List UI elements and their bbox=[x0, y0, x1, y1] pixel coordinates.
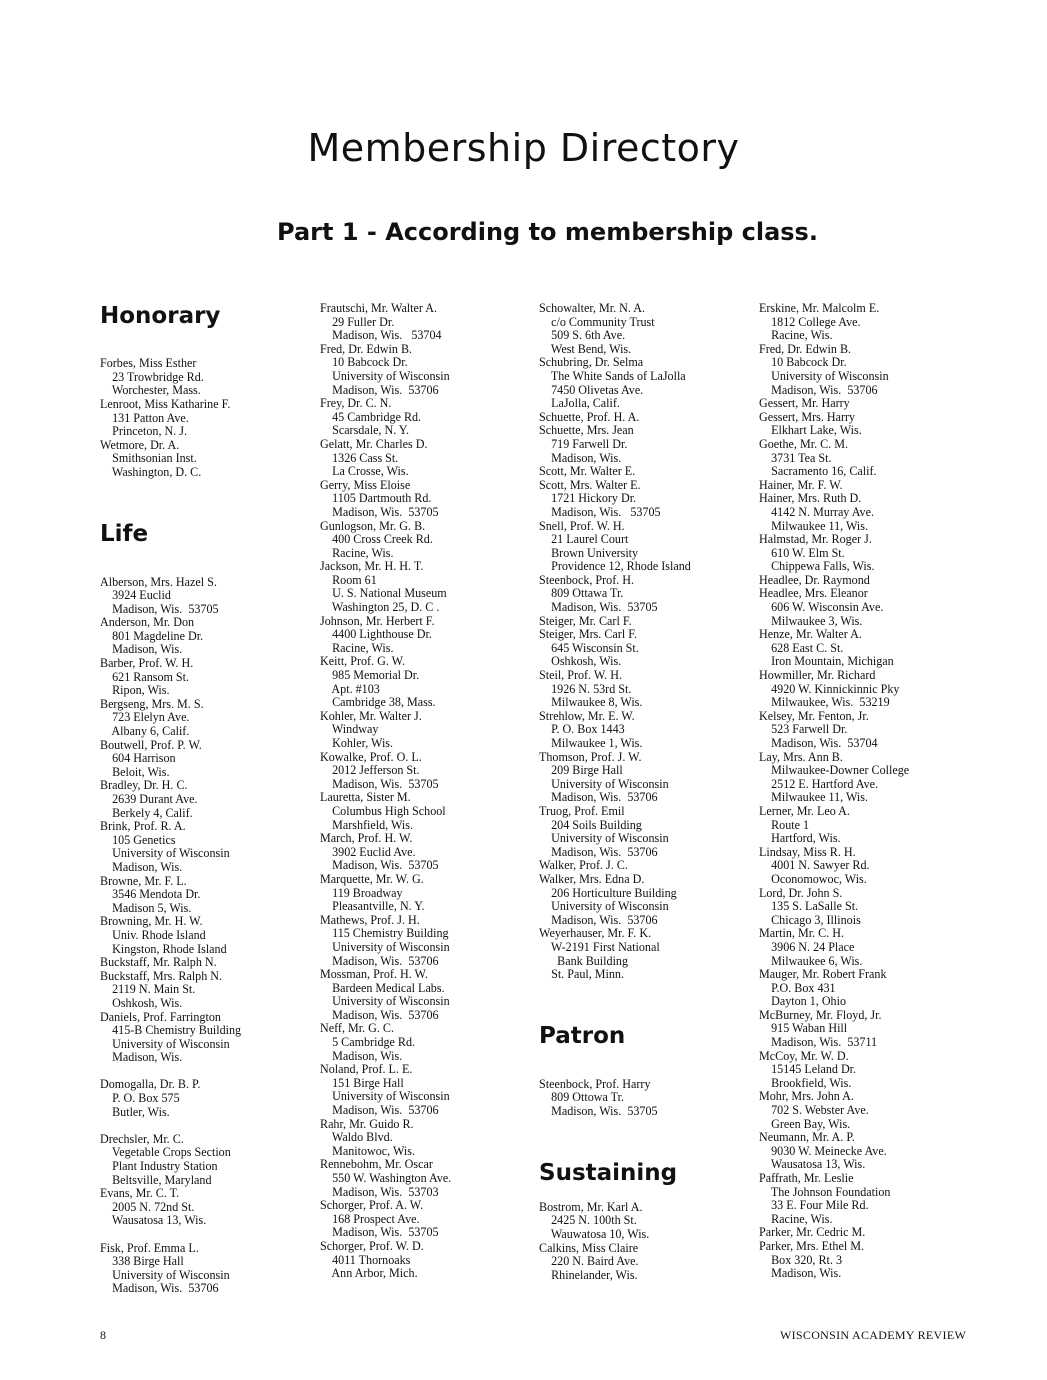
directory-line: Racine, Wis. bbox=[759, 328, 833, 343]
directory-line: Madison, Wis. bbox=[100, 642, 183, 657]
directory-line: 2005 N. 72nd St. bbox=[100, 1199, 195, 1214]
directory-line: Schorger, Prof. A. W. bbox=[320, 1198, 424, 1213]
directory-line: 2119 N. Main St. bbox=[100, 982, 196, 997]
directory-line: Green Bay, Wis. bbox=[759, 1116, 851, 1131]
directory-line: St. Paul, Minn. bbox=[539, 967, 625, 982]
directory-line: 550 W. Washington Ave. bbox=[320, 1171, 452, 1185]
directory-line: Lauretta, Sister M. bbox=[320, 790, 411, 805]
directory-line: Bank Building bbox=[539, 953, 629, 968]
directory-line: Madison, Wis. bbox=[759, 1266, 842, 1281]
directory-line: Paffrath, Mr. Leslie bbox=[759, 1171, 854, 1185]
directory-line: 2012 Jefferson St. bbox=[320, 763, 420, 778]
directory-line: Wauwatosa 10, Wis. bbox=[539, 1227, 650, 1242]
directory-line: Elkhart Lake, Wis. bbox=[759, 423, 862, 438]
directory-line: Providence 12, Rhode Island bbox=[539, 559, 691, 574]
directory-line: Rhinelander, Wis. bbox=[539, 1267, 638, 1282]
directory-line: Lord, Dr. John S. bbox=[759, 885, 843, 900]
directory-line: Madison, Wis. 53704 bbox=[320, 328, 442, 343]
directory-line: 10 Babcock Dr. bbox=[320, 355, 408, 370]
directory-line: University of Wisconsin bbox=[539, 899, 669, 914]
directory-line: Madison, Wis. 53705 bbox=[100, 601, 219, 616]
directory-line: 3906 N. 24 Place bbox=[759, 939, 855, 954]
directory-line: Madison, Wis. 53704 bbox=[759, 736, 878, 750]
directory-line: University of Wisconsin bbox=[100, 1267, 230, 1282]
directory-line: Rahr, Mr. Guido R. bbox=[320, 1116, 414, 1131]
directory-line: Boutwell, Prof. P. W. bbox=[100, 737, 202, 752]
directory-line: 209 Birge Hall bbox=[539, 763, 623, 778]
directory-line: Erskine, Mr. Malcolm E. bbox=[759, 301, 880, 315]
directory-line: Milwaukee 1, Wis. bbox=[539, 736, 643, 750]
directory-line: Brown University bbox=[539, 545, 639, 560]
directory-line: Steiger, Mr. Carl F. bbox=[539, 613, 632, 628]
directory-line: Mossman, Prof. H. W. bbox=[320, 967, 428, 982]
directory-line: Scott, Mrs. Walter E. bbox=[539, 477, 641, 492]
directory-line: 23 Trowbridge Rd. bbox=[100, 369, 204, 384]
directory-line: Madison, Wis. 53705 bbox=[320, 858, 439, 873]
directory-line: 45 Cambridge Rd. bbox=[320, 409, 422, 424]
directory-line: Scott, Mr. Walter E. bbox=[539, 464, 636, 479]
directory-line: University of Wisconsin bbox=[759, 368, 889, 383]
directory-line: Pleasantville, N. Y. bbox=[320, 899, 425, 914]
directory-line: 621 Ransom St. bbox=[100, 669, 190, 684]
directory-line: Albany 6, Calif. bbox=[100, 724, 190, 739]
directory-line: 10 Babcock Dr. bbox=[759, 355, 847, 370]
directory-line: Fred, Dr. Edwin B. bbox=[759, 341, 852, 356]
directory-line: Alberson, Mrs. Hazel S. bbox=[100, 574, 217, 589]
directory-line: Neff, Mr. G. C. bbox=[320, 1021, 395, 1036]
directory-line: Browning, Mr. H. W. bbox=[100, 914, 203, 929]
directory-line: Mauger, Mr. Robert Frank bbox=[759, 967, 887, 982]
directory-line: Milwaukee 3, Wis. bbox=[759, 613, 863, 628]
directory-line: Henze, Mr. Walter A. bbox=[759, 627, 862, 642]
directory-line: Madison, Wis. bbox=[100, 1050, 183, 1065]
directory-line: Noland, Prof. L. E. bbox=[320, 1062, 413, 1077]
directory-line: Headlee, Dr. Raymond bbox=[759, 572, 870, 587]
directory-line: 21 Laurel Court bbox=[539, 532, 629, 547]
directory-line: 2639 Durant Ave. bbox=[100, 792, 198, 807]
directory-line: Madison, Wis. 53705 bbox=[320, 776, 439, 791]
directory-line: Brink, Prof. R. A. bbox=[100, 819, 186, 834]
directory-line: Bradley, Dr. H. C. bbox=[100, 778, 188, 793]
directory-line: Waldo Blvd. bbox=[320, 1130, 393, 1145]
directory-line: Madison, Wis. 53706 bbox=[539, 912, 658, 927]
directory-line: Martin, Mr. C. H. bbox=[759, 926, 844, 941]
directory-line: Truog, Prof. Emil bbox=[539, 803, 625, 818]
directory-line: Madison, Wis. 53705 bbox=[539, 1103, 658, 1118]
directory-line: Racine, Wis. bbox=[320, 545, 394, 560]
directory-line: 2512 E. Hartford Ave. bbox=[759, 776, 879, 791]
directory-line: Parker, Mr. Cedric M. bbox=[759, 1225, 866, 1240]
directory-column-4 bbox=[759, 302, 979, 1281]
directory-line: 604 Harrison bbox=[100, 751, 176, 766]
directory-line: University of Wisconsin bbox=[539, 831, 669, 846]
directory-line: Fisk, Prof. Emma L. bbox=[100, 1240, 199, 1255]
directory-line: Gessert, Mr. Harry bbox=[759, 396, 850, 411]
directory-line: 719 Farwell Dr. bbox=[539, 436, 628, 451]
spacer bbox=[100, 330, 320, 357]
directory-line: Lindsay, Miss R. H. bbox=[759, 844, 856, 859]
section-heading: Patron bbox=[539, 1023, 626, 1050]
directory-line: Johnson, Mr. Herbert F. bbox=[320, 613, 435, 628]
directory-line: Kohler, Mr. Walter J. bbox=[320, 708, 422, 723]
directory-line: Forbes, Miss Esther bbox=[100, 356, 197, 371]
directory-line: Box 320, Rt. 3 bbox=[759, 1252, 842, 1267]
directory-line: Princeton, N. J. bbox=[100, 424, 188, 439]
directory-line: The White Sands of LaJolla bbox=[539, 368, 686, 383]
directory-line: Jackson, Mr. H. H. T. bbox=[320, 559, 424, 574]
directory-line: Milwaukee-Downer College bbox=[759, 763, 910, 778]
directory-line: 7450 Olivetas Ave. bbox=[539, 382, 644, 397]
directory-line: Hartford, Wis. bbox=[759, 831, 841, 846]
directory-line: Calkins, Miss Claire bbox=[539, 1240, 639, 1255]
directory-line: West Bend, Wis. bbox=[539, 341, 632, 356]
directory-line: Columbus High School bbox=[320, 803, 446, 818]
directory-line: Racine, Wis. bbox=[759, 1211, 833, 1226]
directory-line: 206 Horticulture Building bbox=[539, 885, 677, 900]
directory-line: Madison, Wis. 53703 bbox=[320, 1184, 439, 1199]
directory-line: Milwaukee 11, Wis. bbox=[759, 518, 869, 533]
directory-line: Wetmore, Dr. A. bbox=[100, 437, 180, 452]
directory-line: 338 Birge Hall bbox=[100, 1254, 184, 1269]
directory-line: Manitowoc, Wis. bbox=[320, 1143, 416, 1158]
directory-line: Mohr, Mrs. John A. bbox=[759, 1089, 854, 1104]
directory-line: Madison, Wis. 53705 bbox=[320, 1225, 439, 1240]
directory-line: Gessert, Mrs. Harry bbox=[759, 409, 856, 424]
directory-line: March, Prof. H. W. bbox=[320, 831, 413, 846]
directory-line: Madison, Wis. 53706 bbox=[320, 1007, 439, 1022]
directory-line: Schorger, Prof. W. D. bbox=[320, 1238, 424, 1253]
directory-line: Weyerhauser, Mr. F. K. bbox=[539, 926, 652, 941]
directory-line: Brookfield, Wis. bbox=[759, 1075, 852, 1090]
directory-line: Ripon, Wis. bbox=[100, 683, 170, 698]
directory-line: 4920 W. Kinnickinnic Pky bbox=[759, 681, 900, 696]
directory-line: Howmiller, Mr. Richard bbox=[759, 668, 876, 683]
directory-line: 915 Waban Hill bbox=[759, 1021, 848, 1036]
directory-line: 509 S. 6th Ave. bbox=[539, 328, 626, 343]
directory-line: Kowalke, Prof. O. L. bbox=[320, 749, 422, 764]
page-number: 8 bbox=[100, 1328, 106, 1342]
directory-line: Lerner, Mr. Leo A. bbox=[759, 803, 850, 818]
directory-line: Marquette, Mr. W. G. bbox=[320, 871, 424, 886]
directory-line: 4400 Lighthouse Dr. bbox=[320, 627, 432, 642]
directory-line: Madison, Wis. 53706 bbox=[759, 382, 878, 397]
directory-line: 645 Wisconsin St. bbox=[539, 640, 639, 655]
directory-line: W-2191 First National bbox=[539, 939, 660, 954]
directory-line: Gerry, Miss Eloise bbox=[320, 477, 411, 492]
directory-line: 1926 N. 53rd St. bbox=[539, 681, 632, 696]
directory-line: University of Wisconsin bbox=[320, 1089, 450, 1104]
directory-line: Madison, Wis. bbox=[539, 450, 622, 465]
directory-line: McBurney, Mr. Floyd, Jr. bbox=[759, 1007, 882, 1022]
spacer bbox=[100, 480, 320, 521]
directory-line: 3546 Mendota Dr. bbox=[100, 887, 201, 902]
directory-line: University of Wisconsin bbox=[100, 1036, 230, 1051]
directory-line: Hainer, Mr. F. W. bbox=[759, 477, 843, 492]
directory-line: 115 Chemistry Building bbox=[320, 926, 449, 941]
directory-line: Berkely 4, Calif. bbox=[100, 805, 193, 820]
directory-line: Steenbock, Prof. H. bbox=[539, 572, 635, 587]
directory-line: Kohler, Wis. bbox=[320, 736, 394, 750]
spacer bbox=[100, 1119, 320, 1133]
directory-line: Washington, D. C. bbox=[100, 464, 202, 479]
directory-line: Dayton 1, Ohio bbox=[759, 994, 847, 1009]
directory-line: Daniels, Prof. Farrington bbox=[100, 1009, 221, 1024]
directory-line: Thomson, Prof. J. W. bbox=[539, 749, 642, 764]
directory-line: 9030 W. Meinecke Ave. bbox=[759, 1143, 887, 1158]
directory-line: 610 W. Elm St. bbox=[759, 545, 845, 560]
directory-line: Vegetable Crops Section bbox=[100, 1145, 231, 1160]
directory-line: 628 East C. St. bbox=[759, 640, 844, 655]
directory-line: 5 Cambridge Rd. bbox=[320, 1035, 416, 1050]
spacer bbox=[539, 1187, 759, 1201]
section-heading: Honorary bbox=[100, 303, 221, 329]
directory-line: Steenbock, Prof. Harry bbox=[539, 1076, 651, 1091]
directory-line: 809 Ottawa Tr. bbox=[539, 586, 624, 601]
page-subtitle: Part 1 - According to membership class. bbox=[277, 218, 818, 246]
directory-line: Racine, Wis. bbox=[320, 640, 394, 655]
page-title: Membership Directory bbox=[307, 126, 740, 170]
directory-line: Madison, Wis. 53705 bbox=[539, 600, 658, 615]
directory-line: Plant Industry Station bbox=[100, 1159, 218, 1174]
directory-line: University of Wisconsin bbox=[320, 368, 450, 383]
directory-line: Beloit, Wis. bbox=[100, 764, 170, 779]
directory-line: Anderson, Mr. Don bbox=[100, 615, 195, 630]
directory-line: Schubring, Dr. Selma bbox=[539, 355, 644, 370]
directory-line: Madison, Wis. 53706 bbox=[100, 1281, 219, 1296]
directory-line: 3731 Tea St. bbox=[759, 450, 832, 465]
directory-column-1 bbox=[100, 302, 320, 1296]
directory-line: Madison 5, Wis. bbox=[100, 900, 192, 915]
directory-line: Chippewa Falls, Wis. bbox=[759, 559, 875, 574]
directory-line: Frautschi, Mr. Walter A. bbox=[320, 301, 438, 315]
directory-line: 801 Magdeline Dr. bbox=[100, 628, 204, 643]
directory-line: Milwaukee, Wis. 53219 bbox=[759, 695, 890, 710]
directory-line: 809 Ottowa Tr. bbox=[539, 1090, 625, 1105]
directory-line: Schuette, Mrs. Jean bbox=[539, 423, 634, 438]
directory-line: Headlee, Mrs. Eleanor bbox=[759, 586, 868, 601]
directory-line: University of Wisconsin bbox=[320, 994, 450, 1009]
directory-line: Browne, Mr. F. L. bbox=[100, 873, 187, 888]
directory-line: Wausatosa 13, Wis. bbox=[100, 1213, 207, 1228]
directory-line: Scarsdale, N. Y. bbox=[320, 423, 410, 438]
directory-line: U. S. National Museum bbox=[320, 586, 447, 601]
directory-line: Goethe, Mr. C. M. bbox=[759, 436, 849, 451]
directory-line: 220 N. Baird Ave. bbox=[539, 1254, 639, 1269]
directory-line: Neumann, Mr. A. P. bbox=[759, 1130, 855, 1145]
directory-line: Apt. #103 bbox=[320, 681, 380, 696]
spacer bbox=[100, 548, 320, 575]
directory-line: Kingston, Rhode Island bbox=[100, 941, 227, 956]
directory-line: 4001 N. Sawyer Rd. bbox=[759, 858, 870, 873]
directory-line: 168 Prospect Ave. bbox=[320, 1211, 420, 1226]
directory-line: Chicago 3, Illinois bbox=[759, 912, 861, 927]
directory-line: Madison, Wis. 53706 bbox=[320, 1103, 439, 1118]
directory-line: 723 Elelyn Ave. bbox=[100, 710, 190, 725]
directory-line: P.O. Box 431 bbox=[759, 980, 836, 995]
directory-line: 131 Patton Ave. bbox=[100, 410, 189, 425]
directory-line: Madison, Wis. 53706 bbox=[320, 382, 439, 397]
spacer bbox=[539, 1118, 759, 1159]
directory-line: Milwaukee 11, Wis. bbox=[759, 790, 869, 805]
directory-line: Schuette, Prof. H. A. bbox=[539, 409, 640, 424]
directory-line: 415-B Chemistry Building bbox=[100, 1023, 242, 1038]
directory-line: Frey, Dr. C. N. bbox=[320, 396, 392, 411]
directory-line: 606 W. Wisconsin Ave. bbox=[759, 600, 884, 615]
directory-line: Rennebohm, Mr. Oscar bbox=[320, 1157, 433, 1172]
directory-line: Lay, Mrs. Ann B. bbox=[759, 749, 843, 764]
directory-line: Windway bbox=[320, 722, 379, 737]
directory-line: Oshkosh, Wis. bbox=[539, 654, 622, 669]
directory-line: Steil, Prof. W. H. bbox=[539, 668, 622, 683]
directory-line: 33 E. Four Mile Rd. bbox=[759, 1198, 869, 1213]
directory-line: 4142 N. Murray Ave. bbox=[759, 504, 874, 519]
directory-line: 151 Birge Hall bbox=[320, 1075, 404, 1090]
spacer bbox=[539, 1050, 759, 1077]
directory-line: 4011 Thornoaks bbox=[320, 1252, 411, 1267]
directory-line: 105 Genetics bbox=[100, 832, 176, 847]
directory-line: Worchester, Mass. bbox=[100, 383, 201, 398]
directory-line: Keitt, Prof. G. W. bbox=[320, 654, 405, 669]
directory-line: Smithsonian Inst. bbox=[100, 451, 197, 466]
directory-line: Hainer, Mrs. Ruth D. bbox=[759, 491, 862, 506]
directory-line: 702 S. Webster Ave. bbox=[759, 1103, 869, 1118]
directory-line: The Johnson Foundation bbox=[759, 1184, 891, 1199]
directory-line: 15145 Leland Dr. bbox=[759, 1062, 857, 1077]
directory-line: 135 S. LaSalle St. bbox=[759, 899, 859, 914]
directory-line: Milwaukee 8, Wis. bbox=[539, 695, 643, 710]
directory-line: Buckstaff, Mr. Ralph N. bbox=[100, 955, 217, 970]
spacer bbox=[539, 982, 759, 1023]
directory-line: Snell, Prof. W. H. bbox=[539, 518, 625, 533]
directory-line: Madison, Wis. 53705 bbox=[539, 504, 661, 519]
directory-line: La Crosse, Wis. bbox=[320, 464, 409, 479]
directory-column-3 bbox=[539, 302, 759, 1282]
directory-line: Kelsey, Mr. Fenton, Jr. bbox=[759, 708, 869, 723]
directory-column-2 bbox=[320, 302, 540, 1281]
directory-line: 523 Farwell Dr. bbox=[759, 722, 848, 737]
directory-line: University of Wisconsin bbox=[539, 776, 669, 791]
directory-line: 119 Broadway bbox=[320, 885, 403, 900]
directory-line: Wausatosa 13, Wis. bbox=[759, 1157, 866, 1172]
directory-line: Madison, Wis. 53706 bbox=[320, 953, 439, 968]
directory-line: 3924 Euclid bbox=[100, 588, 171, 603]
directory-line: Madison, Wis. bbox=[100, 859, 183, 874]
directory-line: 1721 Hickory Dr. bbox=[539, 491, 637, 506]
directory-line: Evans, Mr. C. T. bbox=[100, 1186, 180, 1201]
directory-line: Madison, Wis. bbox=[320, 1048, 403, 1063]
directory-line: Oshkosh, Wis. bbox=[100, 995, 183, 1010]
directory-line: Gunlogson, Mr. G. B. bbox=[320, 518, 426, 533]
directory-line: 1812 College Ave. bbox=[759, 314, 861, 329]
directory-line: Buckstaff, Mrs. Ralph N. bbox=[100, 968, 223, 983]
directory-line: McCoy, Mr. W. D. bbox=[759, 1048, 849, 1063]
directory-line: Oconomowoc, Wis. bbox=[759, 871, 867, 886]
directory-line: Drechsler, Mr. C. bbox=[100, 1131, 184, 1146]
directory-line: P. O. Box 1443 bbox=[539, 722, 625, 737]
directory-line: Washington 25, D. C . bbox=[320, 600, 440, 615]
spacer bbox=[100, 1065, 320, 1079]
journal-name: WISCONSIN ACADEMY REVIEW bbox=[780, 1328, 967, 1342]
directory-line: Madison, Wis. 53706 bbox=[539, 790, 658, 805]
directory-line: 2425 N. 100th St. bbox=[539, 1213, 637, 1228]
directory-line: 400 Cross Creek Rd. bbox=[320, 532, 433, 547]
section-heading: Sustaining bbox=[539, 1160, 678, 1187]
directory-line: Madison, Wis. 53706 bbox=[539, 844, 658, 859]
directory-line: University of Wisconsin bbox=[100, 846, 230, 861]
directory-line: Univ. Rhode Island bbox=[100, 927, 206, 942]
directory-line: Parker, Mrs. Ethel M. bbox=[759, 1238, 864, 1253]
directory-line: Mathews, Prof. J. H. bbox=[320, 912, 420, 927]
directory-line: Sacramento 16, Calif. bbox=[759, 464, 877, 479]
directory-line: Cambridge 38, Mass. bbox=[320, 695, 436, 710]
directory-line: Strehlow, Mr. E. W. bbox=[539, 708, 635, 723]
directory-line: Milwaukee 6, Wis. bbox=[759, 953, 863, 968]
directory-line: Halmstad, Mr. Roger J. bbox=[759, 532, 872, 547]
directory-line: Ann Arbor, Mich. bbox=[320, 1266, 418, 1281]
directory-line: Marshfield, Wis. bbox=[320, 817, 414, 832]
directory-line: Route 1 bbox=[759, 817, 810, 832]
directory-line: Walker, Mrs. Edna D. bbox=[539, 871, 645, 886]
directory-line: Bardeen Medical Labs. bbox=[320, 980, 445, 995]
directory-line: Bergseng, Mrs. M. S. bbox=[100, 696, 204, 711]
directory-line: Iron Mountain, Michigan bbox=[759, 654, 894, 669]
directory-line: Fred, Dr. Edwin B. bbox=[320, 341, 413, 356]
directory-line: Steiger, Mrs. Carl F. bbox=[539, 627, 637, 642]
directory-line: Domogalla, Dr. B. P. bbox=[100, 1077, 201, 1092]
directory-line: 29 Fuller Dr. bbox=[320, 314, 395, 329]
directory-line: Beltsville, Maryland bbox=[100, 1172, 212, 1187]
directory-line: Schowalter, Mr. N. A. bbox=[539, 301, 645, 315]
directory-line: Gelatt, Mr. Charles D. bbox=[320, 436, 428, 451]
directory-line: Room 61 bbox=[320, 572, 377, 587]
directory-line: Barber, Prof. W. H. bbox=[100, 656, 194, 671]
spacer bbox=[100, 1228, 320, 1242]
directory-line: Walker, Prof. J. C. bbox=[539, 858, 628, 873]
directory-line: c/o Community Trust bbox=[539, 314, 655, 329]
directory-line: 3902 Euclid Ave. bbox=[320, 844, 416, 859]
directory-line: 1105 Dartmouth Rd. bbox=[320, 491, 432, 506]
directory-line: 204 Soils Building bbox=[539, 817, 642, 832]
directory-line: LaJolla, Calif. bbox=[539, 396, 620, 411]
directory-line: Madison, Wis. 53705 bbox=[320, 504, 439, 519]
directory-line: Bostrom, Mr. Karl A. bbox=[539, 1199, 643, 1214]
directory-line: Lenroot, Miss Katharine F. bbox=[100, 396, 231, 411]
directory-line: 985 Memorial Dr. bbox=[320, 668, 420, 683]
directory-line: 1326 Cass St. bbox=[320, 450, 399, 465]
directory-line: Butler, Wis. bbox=[100, 1104, 170, 1119]
directory-line: University of Wisconsin bbox=[320, 939, 450, 954]
section-heading: Life bbox=[100, 521, 149, 548]
directory-line: P. O. Box 575 bbox=[100, 1091, 180, 1106]
directory-line: Madison, Wis. 53711 bbox=[759, 1035, 878, 1050]
